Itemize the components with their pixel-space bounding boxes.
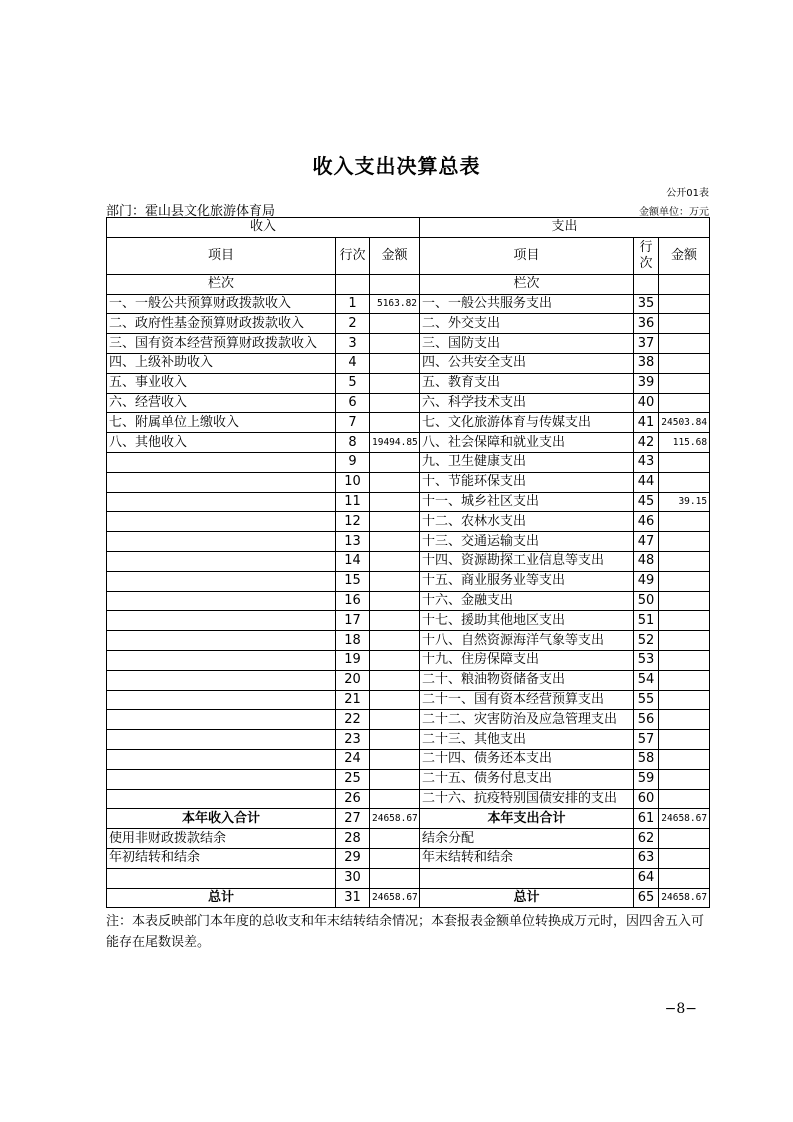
- expense-item-header: 项目: [420, 237, 634, 274]
- income-row-no: 20: [336, 670, 370, 690]
- expense-amount: 24658.67: [659, 809, 710, 829]
- expense-row-no: 62: [634, 829, 659, 849]
- income-row-no: 11: [336, 492, 370, 512]
- income-row-no: 30: [336, 868, 370, 888]
- expense-row-no: 63: [634, 848, 659, 868]
- expense-row-no: 48: [634, 551, 659, 571]
- expense-amount: [659, 512, 710, 532]
- income-amount: [370, 848, 420, 868]
- empty-cell: [634, 274, 659, 294]
- income-row-no: 8: [336, 433, 370, 453]
- expense-row-no: 61: [634, 809, 659, 829]
- income-row-no: 28: [336, 829, 370, 849]
- income-item: 七、附属单位上缴收入: [107, 413, 336, 433]
- income-item: [107, 611, 336, 631]
- income-item: [107, 868, 336, 888]
- expense-amount: [659, 472, 710, 492]
- page-title: 收入支出决算总表: [312, 154, 481, 178]
- expense-amount: [659, 829, 710, 849]
- expense-row-no: 51: [634, 611, 659, 631]
- income-amount-header: 金额: [370, 237, 420, 274]
- expense-amount: 39.15: [659, 492, 710, 512]
- expense-item: 二十四、债务还本支出: [420, 749, 634, 769]
- income-item: [107, 670, 336, 690]
- expense-amount: [659, 334, 710, 354]
- expense-amount: [659, 373, 710, 393]
- expense-amount: [659, 532, 710, 552]
- expense-row-no: 40: [634, 393, 659, 413]
- income-item: [107, 571, 336, 591]
- income-amount: [370, 512, 420, 532]
- income-row-no-header: 行次: [336, 237, 370, 274]
- income-item: [107, 492, 336, 512]
- income-item: 一、一般公共预算财政拨款收入: [107, 294, 336, 314]
- income-row-no: 10: [336, 472, 370, 492]
- expense-amount: [659, 294, 710, 314]
- expense-item: 十八、自然资源海洋气象等支出: [420, 631, 634, 651]
- expense-amount: [659, 848, 710, 868]
- income-amount: [370, 650, 420, 670]
- expense-item: 十二、农林水支出: [420, 512, 634, 532]
- expense-row-no: 58: [634, 749, 659, 769]
- table-row: [107, 749, 710, 769]
- expense-row-no: 55: [634, 690, 659, 710]
- income-amount: [370, 571, 420, 591]
- expense-item: 一、一般公共服务支出: [420, 294, 634, 314]
- expense-amount: [659, 710, 710, 730]
- expense-amount: [659, 631, 710, 651]
- column-header-row: [107, 237, 710, 274]
- income-row-no: 22: [336, 710, 370, 730]
- income-row-no: 14: [336, 551, 370, 571]
- expense-row-no: 57: [634, 730, 659, 750]
- income-row-no: 13: [336, 532, 370, 552]
- expense-row-no-header: 行次: [634, 237, 659, 274]
- income-item: 八、其他收入: [107, 433, 336, 453]
- expense-item: 二十五、债务付息支出: [420, 769, 634, 789]
- income-item: 四、上级补助收入: [107, 353, 336, 373]
- expense-amount: 24503.84: [659, 413, 710, 433]
- expense-amount: [659, 591, 710, 611]
- expense-amount: [659, 551, 710, 571]
- expense-item: 七、文化旅游体育与传媒支出: [420, 413, 634, 433]
- income-section-header: 收入: [107, 218, 420, 238]
- expense-item: 八、社会保障和就业支出: [420, 433, 634, 453]
- table-row: [107, 769, 710, 789]
- income-row-no: 24: [336, 749, 370, 769]
- page-number: −8−: [664, 1001, 697, 1017]
- income-row-no: 23: [336, 730, 370, 750]
- expense-row-no: 45: [634, 492, 659, 512]
- income-item: 年初结转和结余: [107, 848, 336, 868]
- income-item: 本年收入合计: [107, 809, 336, 829]
- expense-item: 四、公共安全支出: [420, 353, 634, 373]
- income-item: 二、政府性基金预算财政拨款收入: [107, 314, 336, 334]
- income-row-no: 27: [336, 809, 370, 829]
- income-amount: [370, 353, 420, 373]
- expense-amount: [659, 393, 710, 413]
- table-row: [107, 611, 710, 631]
- form-number: 公开01表: [666, 188, 709, 199]
- expense-item: 三、国防支出: [420, 334, 634, 354]
- income-amount: 24658.67: [370, 888, 420, 908]
- expense-row-no: 42: [634, 433, 659, 453]
- expense-amount: [659, 868, 710, 888]
- expense-item: [420, 868, 634, 888]
- expense-item: 十七、援助其他地区支出: [420, 611, 634, 631]
- income-row-no: 21: [336, 690, 370, 710]
- income-item: [107, 690, 336, 710]
- empty-cell: [336, 274, 370, 294]
- table-row: [107, 670, 710, 690]
- table-row: [107, 868, 710, 888]
- empty-cell: [370, 274, 420, 294]
- expense-item: 年末结转和结余: [420, 848, 634, 868]
- income-column-label: 栏次: [107, 274, 336, 294]
- expense-amount: [659, 769, 710, 789]
- income-amount: [370, 591, 420, 611]
- income-row-no: 3: [336, 334, 370, 354]
- table-row: [107, 730, 710, 750]
- income-row-no: 5: [336, 373, 370, 393]
- table-row: [107, 571, 710, 591]
- income-amount: 24658.67: [370, 809, 420, 829]
- expense-amount: [659, 690, 710, 710]
- expense-row-no: 65: [634, 888, 659, 908]
- income-amount: 19494.85: [370, 433, 420, 453]
- income-row-no: 1: [336, 294, 370, 314]
- income-row-no: 25: [336, 769, 370, 789]
- expense-row-no: 60: [634, 789, 659, 809]
- income-amount: [370, 314, 420, 334]
- income-amount: [370, 769, 420, 789]
- income-item: [107, 452, 336, 472]
- income-item: [107, 650, 336, 670]
- expense-item: 总计: [420, 888, 634, 908]
- income-row-no: 18: [336, 631, 370, 651]
- expense-amount: [659, 730, 710, 750]
- table-row: [107, 631, 710, 651]
- income-amount: [370, 710, 420, 730]
- income-amount: [370, 551, 420, 571]
- expense-row-no: 53: [634, 650, 659, 670]
- expense-amount: [659, 611, 710, 631]
- expense-item: 十一、城乡社区支出: [420, 492, 634, 512]
- income-amount: [370, 611, 420, 631]
- expense-item: 二、外交支出: [420, 314, 634, 334]
- table-row: [107, 353, 710, 373]
- income-item: [107, 631, 336, 651]
- expense-item: 二十三、其他支出: [420, 730, 634, 750]
- expense-amount: [659, 353, 710, 373]
- expense-row-no: 47: [634, 532, 659, 552]
- empty-cell: [659, 274, 710, 294]
- section-header-row: [107, 218, 710, 238]
- income-row-no: 12: [336, 512, 370, 532]
- income-amount: [370, 670, 420, 690]
- expense-row-no: 54: [634, 670, 659, 690]
- income-row-no: 15: [336, 571, 370, 591]
- expense-item: 二十六、抗疫特别国债安排的支出: [420, 789, 634, 809]
- expense-amount-header: 金额: [659, 237, 710, 274]
- expense-amount: [659, 452, 710, 472]
- expense-item: 十三、交通运输支出: [420, 532, 634, 552]
- expense-item: 十六、金融支出: [420, 591, 634, 611]
- expense-row-no: 49: [634, 571, 659, 591]
- expense-item: 十四、资源勘探工业信息等支出: [420, 551, 634, 571]
- table-row: [107, 789, 710, 809]
- expense-row-no: 38: [634, 353, 659, 373]
- expense-amount: [659, 650, 710, 670]
- total-row: [107, 888, 710, 908]
- income-item: [107, 532, 336, 552]
- table-row: [107, 492, 710, 512]
- income-item: 五、事业收入: [107, 373, 336, 393]
- expense-item: 十九、住房保障支出: [420, 650, 634, 670]
- table-row: [107, 551, 710, 571]
- expense-item: 五、教育支出: [420, 373, 634, 393]
- expense-item: 二十、粮油物资储备支出: [420, 670, 634, 690]
- expense-item: 本年支出合计: [420, 809, 634, 829]
- income-amount: [370, 789, 420, 809]
- expense-row-no: 43: [634, 452, 659, 472]
- income-item: [107, 789, 336, 809]
- income-amount: [370, 373, 420, 393]
- income-item: 三、国有资本经营预算财政拨款收入: [107, 334, 336, 354]
- expense-row-no: 50: [634, 591, 659, 611]
- income-row-no: 9: [336, 452, 370, 472]
- income-amount: [370, 452, 420, 472]
- table-row: [107, 373, 710, 393]
- expense-item: 六、科学技术支出: [420, 393, 634, 413]
- income-item: [107, 472, 336, 492]
- expense-row-no: 52: [634, 631, 659, 651]
- subtotal-row: [107, 809, 710, 829]
- expense-row-no: 41: [634, 413, 659, 433]
- table-row: [107, 472, 710, 492]
- income-item: [107, 551, 336, 571]
- expense-item: 二十一、国有资本经营预算支出: [420, 690, 634, 710]
- income-amount: [370, 749, 420, 769]
- income-amount: [370, 730, 420, 750]
- income-amount: [370, 868, 420, 888]
- table-row: [107, 452, 710, 472]
- income-amount: [370, 393, 420, 413]
- table-row: [107, 334, 710, 354]
- income-row-no: 26: [336, 789, 370, 809]
- income-item: [107, 730, 336, 750]
- income-row-no: 4: [336, 353, 370, 373]
- income-item: [107, 749, 336, 769]
- expense-row-no: 64: [634, 868, 659, 888]
- department-label: 部门：霍山县文化旅游体育局: [106, 204, 276, 219]
- footnote: 注：本表反映部门本年度的总收支和年末结转结余情况；本套报表金额单位转换成万元时，因四舍五入可能存在尾数误差。: [106, 914, 705, 950]
- table-row: [107, 393, 710, 413]
- income-amount: [370, 472, 420, 492]
- table-row: [107, 532, 710, 552]
- table-row: [107, 433, 710, 453]
- income-row-no: 29: [336, 848, 370, 868]
- expense-column-label: 栏次: [420, 274, 634, 294]
- table-row: [107, 829, 710, 849]
- expense-item: 二十二、灾害防治及应急管理支出: [420, 710, 634, 730]
- income-row-no: 6: [336, 393, 370, 413]
- expense-amount: [659, 314, 710, 334]
- column-label-row: [107, 274, 710, 294]
- table-row: [107, 650, 710, 670]
- expense-row-no: 39: [634, 373, 659, 393]
- expense-item: 十、节能环保支出: [420, 472, 634, 492]
- table-row: [107, 294, 710, 314]
- income-item: 六、经营收入: [107, 393, 336, 413]
- table-row: [107, 848, 710, 868]
- table-row: [107, 413, 710, 433]
- income-amount: [370, 532, 420, 552]
- expense-item: 九、卫生健康支出: [420, 452, 634, 472]
- expense-row-no: 37: [634, 334, 659, 354]
- expense-row-no: 44: [634, 472, 659, 492]
- income-amount: [370, 631, 420, 651]
- income-amount: [370, 690, 420, 710]
- expense-amount: [659, 789, 710, 809]
- income-row-no: 17: [336, 611, 370, 631]
- table-row: [107, 690, 710, 710]
- income-amount: [370, 492, 420, 512]
- income-row-no: 19: [336, 650, 370, 670]
- income-amount: 5163.82: [370, 294, 420, 314]
- income-row-no: 31: [336, 888, 370, 908]
- income-row-no: 2: [336, 314, 370, 334]
- expense-row-no: 56: [634, 710, 659, 730]
- income-item-header: 项目: [107, 237, 336, 274]
- expense-amount: [659, 670, 710, 690]
- income-amount: [370, 413, 420, 433]
- expense-row-no: 36: [634, 314, 659, 334]
- income-row-no: 16: [336, 591, 370, 611]
- expense-amount: [659, 749, 710, 769]
- expense-amount: 115.68: [659, 433, 710, 453]
- income-item: 总计: [107, 888, 336, 908]
- unit-label: 金额单位：万元: [639, 207, 709, 218]
- income-item: 使用非财政拨款结余: [107, 829, 336, 849]
- expense-row-no: 46: [634, 512, 659, 532]
- income-amount: [370, 334, 420, 354]
- income-item: [107, 769, 336, 789]
- expense-amount: 24658.67: [659, 888, 710, 908]
- expense-item: 十五、商业服务业等支出: [420, 571, 634, 591]
- income-item: [107, 591, 336, 611]
- table-row: [107, 314, 710, 334]
- expense-row-no: 59: [634, 769, 659, 789]
- table-row: [107, 591, 710, 611]
- income-item: [107, 710, 336, 730]
- table-row: [107, 512, 710, 532]
- budget-summary-table: [106, 217, 710, 908]
- income-amount: [370, 829, 420, 849]
- table-row: [107, 710, 710, 730]
- expense-section-header: 支出: [420, 218, 710, 238]
- income-row-no: 7: [336, 413, 370, 433]
- expense-amount: [659, 571, 710, 591]
- income-item: [107, 512, 336, 532]
- expense-item: 结余分配: [420, 829, 634, 849]
- expense-row-no: 35: [634, 294, 659, 314]
